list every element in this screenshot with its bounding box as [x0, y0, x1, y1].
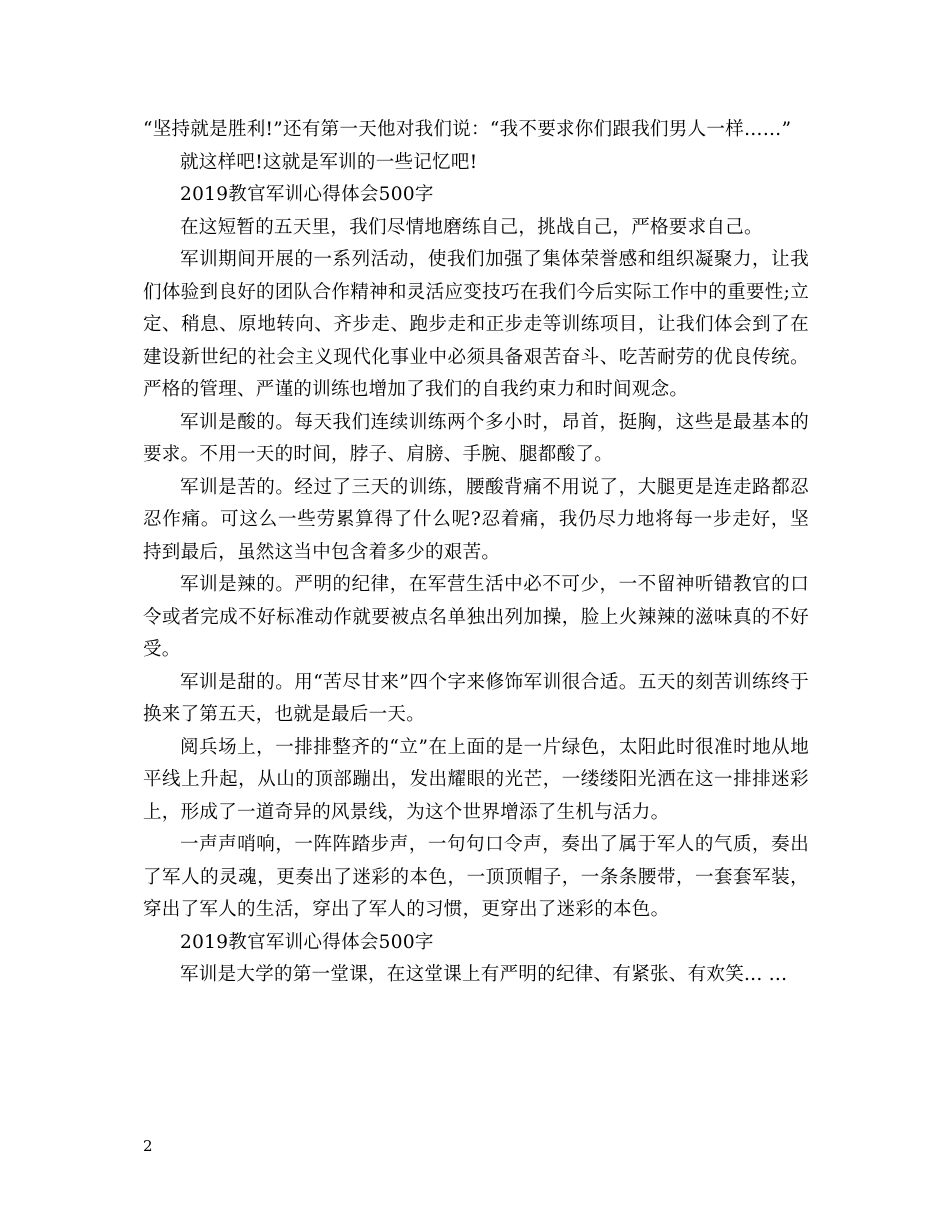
section-heading: 2019教官军训心得体会500字: [180, 931, 434, 953]
paragraph: 在这短暂的五天里，我们尽情地磨练自己，挑战自己，严格要求自己。: [180, 216, 763, 238]
page-number: 2: [143, 1137, 153, 1155]
paragraph: 军训是酸的。每天我们连续训练两个多小时，昂首，挺胸，这些是最基本的要求。不用一天的时间，脖子、肩膀、手腕、腿都酸了。: [143, 411, 809, 465]
paragraph: 阅兵场上，一排排整齐的“立”在上面的是一片绿色，太阳此时很准时地从地平线上升起，从山的顶部蹦出，发出耀眼的光芒，一缕缕阳光洒在这一排排迷彩上，形成了一道奇异的风景线，为这个世界增添了生机与活力。: [143, 736, 809, 823]
paragraph: 军训是大学的第一堂课，在这堂课上有严明的纪律、有紧张、有欢笑... ...: [180, 964, 788, 985]
section-heading: 2019教官军训心得体会500字: [180, 184, 434, 205]
paragraph: 就这样吧!这就是军训的一些记忆吧!: [180, 151, 478, 173]
document-body: [143, 114, 809, 992]
paragraph: 军训期间开展的一系列活动，使我们加强了集体荣誉感和组织凝聚力，让我们体验到良好的团队合作精神和灵活应变技巧在我们今后实际工作中的重要性;立定、稍息、原地转向、齐步走、跑步走和正步走等训练项目，让我们体会到了在建设新世纪的社会主义现代化事业中必须具备艰苦奋斗、吃苦耐劳的优良传统。严格的管理、严谨的训练也增加了我们的自我约束力和时间观念。: [143, 249, 809, 400]
paragraph: 一声声哨响，一阵阵踏步声，一句句口令声，奏出了属于军人的气质，奏出了军人的灵魂，更奏出了迷彩的本色，一顶顶帽子，一条条腰带，一套套军装，穿出了军人的生活，穿出了军人的习惯，更穿出了迷彩的本色。: [143, 834, 809, 920]
paragraph: 军训是苦的。经过了三天的训练，腰酸背痛不用说了，大腿更是连走路都忍忍作痛。可这么一些劳累算得了什么呢?忍着痛，我仍尽力地将每一步走好，坚持到最后，虽然这当中包含着多少的艰苦。: [143, 476, 809, 563]
paragraph: “坚持就是胜利!”还有第一天他对我们说：“我不要求你们跟我们男人一样……”: [143, 119, 792, 140]
paragraph: 军训是甜的。用“苦尽甘来”四个字来修饰军训很合适。五天的刻苦训练终于换来了第五天，也就是最后一天。: [143, 671, 809, 725]
paragraph: 军训是辣的。严明的纪律，在军营生活中必不可少，一不留神听错教官的口令或者完成不好标准动作就要被点名单独出列加操，脸上火辣辣的滋味真的不好受。: [143, 574, 809, 660]
